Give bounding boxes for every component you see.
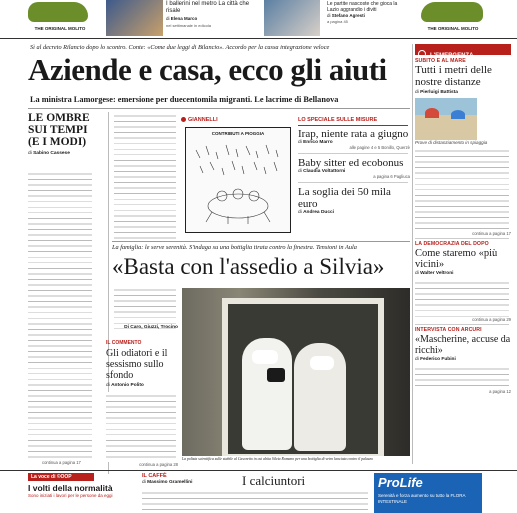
bottom-divider xyxy=(0,470,517,471)
mask-1 xyxy=(252,350,278,364)
special-tag-rule xyxy=(298,125,408,126)
right-body-3 xyxy=(415,365,509,389)
top-strip xyxy=(0,0,517,38)
right-brand: THE ORIGINAL MOLITO xyxy=(427,26,479,31)
beach-caption: Prove di distanziamento in spiaggia xyxy=(415,140,488,145)
special-divider-1 xyxy=(298,153,408,154)
bottom-left-tag: La voce di ©OOP xyxy=(28,473,94,481)
left-brand: THE ORIGINAL MOLITO xyxy=(34,26,86,31)
special-item-1-title: Irap, niente rata a giugno xyxy=(298,128,409,140)
odiatori-body-text xyxy=(106,392,176,462)
camera-shape xyxy=(267,368,285,382)
mid-promo-1-image xyxy=(106,0,163,36)
cartoon-pagina xyxy=(262,233,263,238)
silvia-top-rule xyxy=(112,241,410,242)
odiatori-block xyxy=(106,340,178,468)
promo-1-note: nel settimanale in edicola xyxy=(166,23,211,28)
mid-body-text xyxy=(114,112,176,240)
masthead-rule xyxy=(28,108,410,109)
silvia-authors: Di Caro, Giuzzi, Trocino xyxy=(124,325,178,330)
silvia-photo[interactable] xyxy=(182,288,410,456)
cartoon-box[interactable] xyxy=(181,117,294,237)
promo-2-title: Le partite nascoste che gioca la Lazio aggrandio i diviti xyxy=(327,1,398,13)
right-kicker-2: LA DEMOCRAZIA DEL DOPO xyxy=(415,241,489,248)
right-rail xyxy=(415,44,511,468)
emergenza-tag-text: L'EMERGENZA xyxy=(430,53,474,59)
top-divider xyxy=(0,38,517,39)
shoe-image xyxy=(28,2,88,22)
left-column xyxy=(28,112,108,474)
mid-promo-2[interactable] xyxy=(327,1,407,25)
photo-caption: La polizia scientifica sulle stabile al Casoretto in cui abita Silvia Romano per una bottiglia di vetro lanciata contro il palazzo xyxy=(182,457,373,461)
odiatori-author: Antonio Polito xyxy=(111,383,144,388)
promo-2-author: Stefano Agresti xyxy=(331,13,365,18)
ad-brand: ProLife xyxy=(378,475,423,490)
special-item-2[interactable] xyxy=(298,157,410,179)
odiatori-headline[interactable]: Gli odiatori e il sessismo sullo sfondo xyxy=(106,348,168,381)
emergenza-icon xyxy=(418,50,426,58)
right-body-2 xyxy=(415,279,509,317)
special-divider-2 xyxy=(298,182,408,183)
silvia-kicker: La famiglia: le serve serenità. S'indaga su una bottiglia tirata contro la finestra. Tensioni in Aula xyxy=(112,244,357,251)
right-headline-3[interactable]: «Mascherine, accuse da ricchi» xyxy=(415,334,511,357)
right-kicker-1: SUBITO E AL MARE xyxy=(415,58,466,64)
right-ad[interactable] xyxy=(413,0,493,36)
cafe-tag: IL CAFFÈ xyxy=(142,473,167,479)
cartoon-frame xyxy=(185,127,291,233)
cartoon-caption: CONTRIBUTI A PIOGGIA xyxy=(211,131,265,136)
right-author-2: Walter Veltroni xyxy=(420,271,454,277)
right-continue-1: continua a pagina 17 xyxy=(472,231,511,237)
column-author: Sabino Cassese xyxy=(33,151,70,156)
bottom-ad[interactable] xyxy=(374,473,482,513)
special-item-3-byline-prefix: di xyxy=(298,210,302,215)
right-continue-3: a pagina 12 xyxy=(489,389,511,395)
bottom-left-title: I volti della normalità xyxy=(28,483,113,493)
left-ad[interactable] xyxy=(20,0,98,36)
promo-1-byline-prefix: di xyxy=(166,16,170,21)
cafe-author: Massimo Gramellini xyxy=(147,480,193,485)
umbrella-shape-1 xyxy=(425,108,439,118)
column-title[interactable]: LE OMBRE SUI TEMPI (E I MODI) xyxy=(28,112,90,148)
cartoon-dot-icon xyxy=(181,117,186,122)
special-item-3-author: Andrea Ducci xyxy=(303,210,335,215)
right-author-1: Pierluigi Battista xyxy=(420,90,458,95)
special-item-3-title: La soglia dei 50 mila euro xyxy=(298,186,391,210)
column-body-text xyxy=(28,170,92,460)
headline-subkicker: Sì al decreto Rilancio dopo lo scontro. Conte: «Come due leggi di Bilancio». Accordo per la cassa integrazione veloce xyxy=(30,44,330,51)
special-item-1-extra: alle pagine 4 e 5 Bonillo, Querzè xyxy=(349,145,410,150)
special-item-1-author: Enrico Marro xyxy=(303,140,333,145)
odiatori-continue: continua a pagina 28 xyxy=(139,462,178,467)
right-headline-1[interactable]: Tutti i metri delle nostre distanze xyxy=(415,64,492,88)
right-continue-2: continua a pagina 29 xyxy=(472,317,511,323)
cartoon-drawing xyxy=(192,140,284,226)
right-byline-1-prefix: di xyxy=(415,90,419,95)
mid-promo-2-image xyxy=(264,0,320,36)
mid-promo-1[interactable] xyxy=(166,1,260,29)
right-divider-1 xyxy=(415,238,509,239)
main-headline[interactable]: Aziende e casa, ecco gli aiuti xyxy=(28,52,387,87)
odiatori-tag: IL COMMENTO xyxy=(106,340,142,346)
special-item-1-byline-prefix: di xyxy=(298,140,302,145)
silvia-headline[interactable]: «Basta con l'assedio a Silvia» xyxy=(112,254,385,279)
special-item-2-byline-prefix: di xyxy=(298,169,302,174)
shoe-image-right xyxy=(421,2,483,22)
promo-1-title: I ballerini nel metro La città che risale xyxy=(166,1,250,14)
right-byline-3-prefix: di xyxy=(415,357,419,363)
column-byline-prefix: di xyxy=(28,151,32,156)
promo-2-note: a pagina 45 xyxy=(327,19,348,24)
right-author-3: Federico Fubini xyxy=(420,357,456,363)
special-item-3[interactable] xyxy=(298,186,410,215)
special-item-1[interactable] xyxy=(298,128,410,150)
promo-1-author: Elena Marco xyxy=(170,16,198,21)
cafe-block[interactable] xyxy=(142,473,370,513)
special-item-2-author: Claudia Voltattorni xyxy=(303,169,346,174)
emergenza-tag xyxy=(415,44,511,59)
bottom-left-promo[interactable] xyxy=(28,473,136,513)
umbrella-shape-2 xyxy=(451,110,465,119)
right-headline-2[interactable]: Come staremo «più vicini» xyxy=(415,248,498,271)
bottom-left-sub: Sono iniziati i lavori per le persone da eggi xyxy=(28,493,113,498)
main-subhead: La ministra Lamorgese: emersione per duecentomila migranti. Le lacrime di Bellanova xyxy=(30,95,339,104)
mask-2 xyxy=(310,356,334,370)
cafe-body xyxy=(142,489,368,513)
special-measures xyxy=(298,117,410,239)
special-item-2-extra: a pagina 6 Pagliuca xyxy=(373,174,410,179)
ad-text: Serenità e forza aumento su tutto la FLORA INTESTINALE xyxy=(378,493,466,504)
special-item-2-title: Baby sitter ed ecobonus xyxy=(298,157,404,169)
beach-photo xyxy=(415,98,477,140)
right-body-1 xyxy=(415,147,509,231)
right-byline-2-prefix: di xyxy=(415,271,419,277)
odiatori-byline-prefix: di xyxy=(106,383,110,388)
promo-2-byline-prefix: di xyxy=(327,13,331,18)
special-tag: LO SPECIALE SULLE MISURE xyxy=(298,117,378,123)
cartoon-tag xyxy=(181,117,218,123)
right-rail-divider xyxy=(412,44,413,464)
right-divider-2 xyxy=(415,324,509,325)
cafe-title: I calciuntori xyxy=(242,473,306,488)
cafe-byline-prefix: di xyxy=(142,480,146,485)
cartoon-tag-text: GIANNELLI xyxy=(188,117,218,123)
right-kicker-3: INTERVISTA CON ARCURI xyxy=(415,327,482,334)
column-continue: continua a pagina 17 xyxy=(42,460,81,465)
